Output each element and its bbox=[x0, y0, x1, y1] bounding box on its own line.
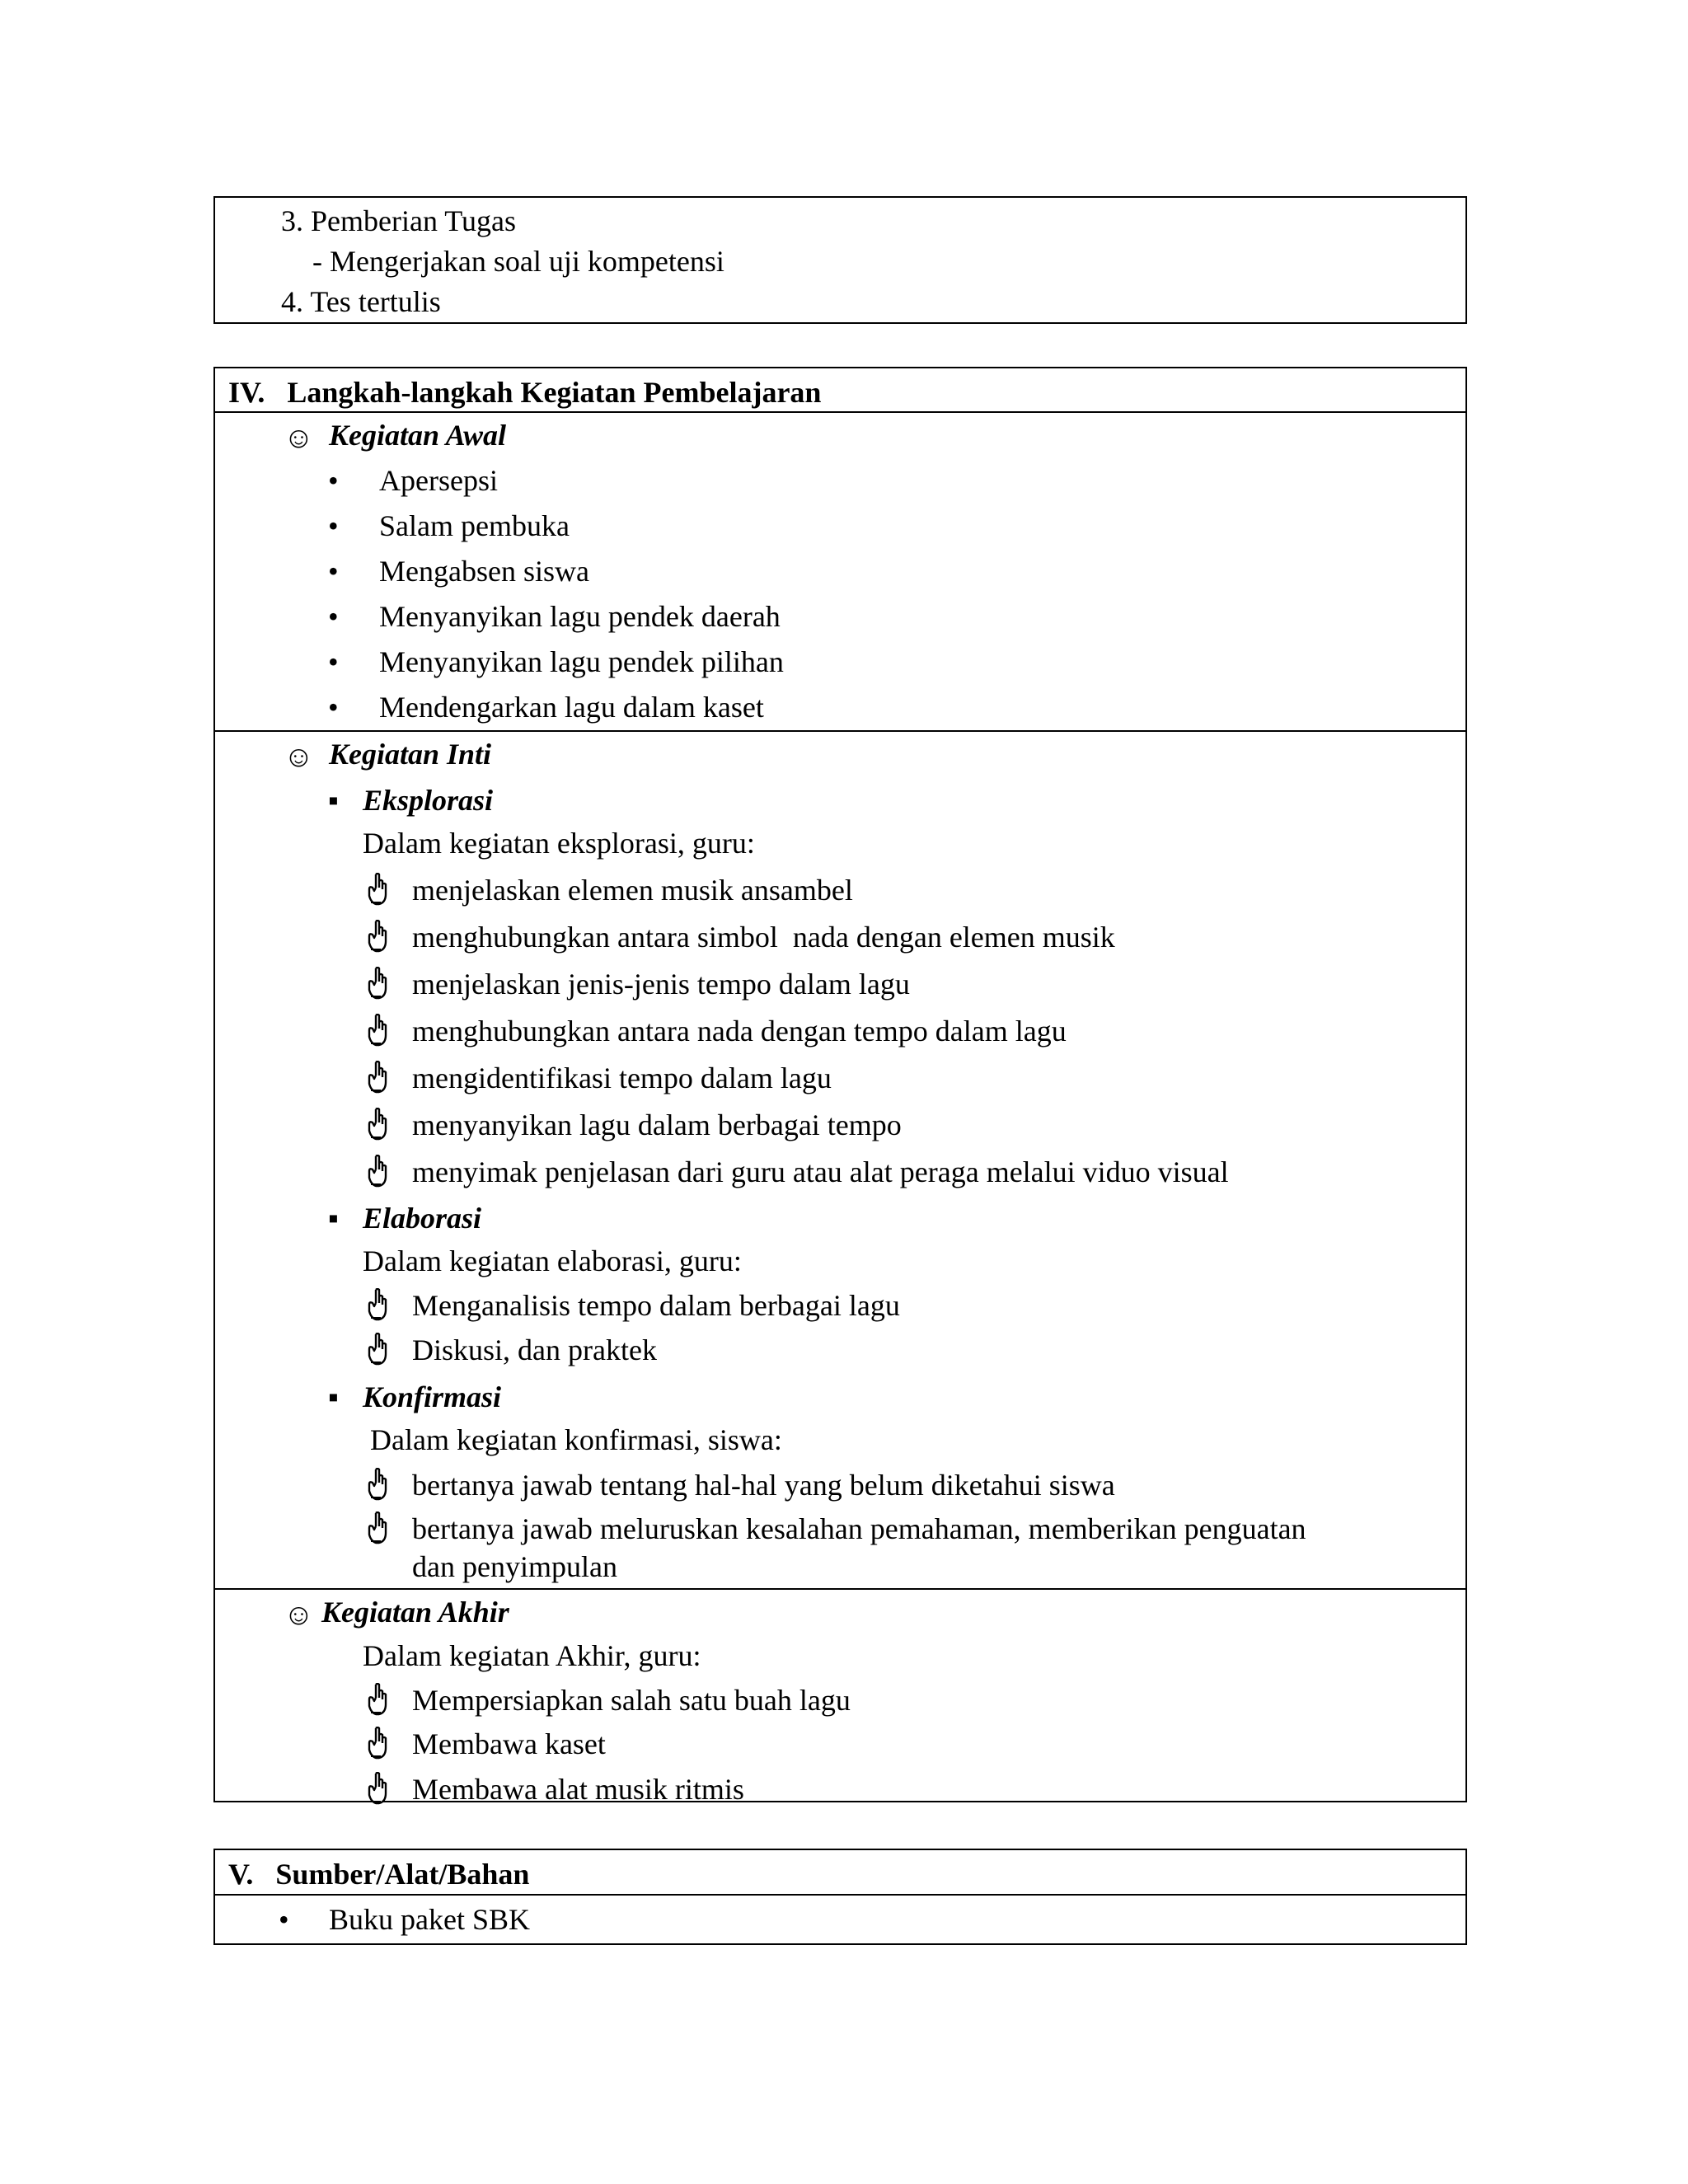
awal-item: Mendengarkan lagu dalam kaset bbox=[379, 691, 764, 724]
konfirmasi-item: bertanya jawab meluruskan kesalahan pemahaman, memberikan penguatan bbox=[412, 1512, 1306, 1545]
akhir-item: Mempersiapkan salah satu buah lagu bbox=[412, 1684, 851, 1717]
assessment-box bbox=[213, 196, 1467, 324]
smiley-icon: ☺ bbox=[284, 1598, 314, 1631]
pointing-hand-icon bbox=[366, 1288, 389, 1321]
pointing-hand-icon bbox=[366, 1155, 389, 1188]
pointing-hand-icon bbox=[366, 1468, 389, 1501]
akhir-item: Membawa alat musik ritmis bbox=[412, 1773, 744, 1806]
elaborasi-title: Elaborasi bbox=[363, 1202, 482, 1235]
square-bullet-icon: ▪ bbox=[328, 784, 339, 817]
awal-item: Mengabsen siswa bbox=[379, 555, 589, 588]
learning-steps-box bbox=[213, 367, 1467, 1806]
inti-divider bbox=[215, 1588, 1465, 1590]
bullet-icon: • bbox=[328, 645, 339, 678]
kegiatan-inti-title: Kegiatan Inti bbox=[329, 738, 492, 771]
bullet-icon: • bbox=[279, 1903, 289, 1936]
square-bullet-icon: ▪ bbox=[328, 1380, 339, 1413]
pointing-hand-icon bbox=[366, 920, 389, 953]
resources-box bbox=[213, 1849, 1467, 1945]
eksplorasi-item: menyanyikan lagu dalam berbagai tempo bbox=[412, 1108, 902, 1141]
pointing-hand-icon bbox=[366, 1061, 389, 1094]
square-bullet-icon: ▪ bbox=[328, 1202, 339, 1235]
pointing-hand-icon bbox=[366, 1727, 389, 1760]
eksplorasi-item: mengidentifikasi tempo dalam lagu bbox=[412, 1062, 832, 1094]
awal-item: Menyanyikan lagu pendek daerah bbox=[379, 600, 781, 633]
section-5-heading: V. Sumber/Alat/Bahan bbox=[228, 1858, 530, 1891]
pointing-hand-icon bbox=[366, 1772, 389, 1805]
kegiatan-awal-title: Kegiatan Awal bbox=[329, 419, 507, 452]
eksplorasi-item: menyimak penjelasan dari guru atau alat peraga melalui viduo visual bbox=[412, 1155, 1229, 1188]
eksplorasi-title: Eksplorasi bbox=[363, 784, 494, 817]
konfirmasi-intro: Dalam kegiatan konfirmasi, siswa: bbox=[370, 1423, 782, 1456]
pointing-hand-icon bbox=[366, 1108, 389, 1141]
smiley-icon: ☺ bbox=[284, 740, 314, 773]
pointing-hand-icon bbox=[366, 1683, 389, 1716]
eksplorasi-item: menjelaskan jenis-jenis tempo dalam lagu bbox=[412, 968, 910, 1001]
akhir-intro: Dalam kegiatan Akhir, guru: bbox=[363, 1639, 701, 1672]
konfirmasi-item: bertanya jawab tentang hal-hal yang belum diketahui siswa bbox=[412, 1469, 1115, 1502]
awal-divider bbox=[215, 730, 1465, 732]
pointing-hand-icon bbox=[366, 1014, 389, 1047]
bullet-icon: • bbox=[328, 691, 339, 724]
akhir-item: Membawa kaset bbox=[412, 1727, 606, 1760]
kegiatan-akhir-title: Kegiatan Akhir bbox=[321, 1596, 509, 1629]
pointing-hand-icon bbox=[366, 1511, 389, 1544]
item-4-tes-tertulis: 4. Tes tertulis bbox=[281, 285, 441, 318]
awal-item: Salam pembuka bbox=[379, 509, 570, 542]
heading-divider bbox=[215, 1894, 1465, 1896]
pointing-hand-icon bbox=[366, 1333, 389, 1366]
konfirmasi-title: Konfirmasi bbox=[363, 1380, 502, 1413]
pointing-hand-icon bbox=[366, 967, 389, 1000]
bullet-icon: • bbox=[328, 600, 339, 633]
elaborasi-item: Menganalisis tempo dalam berbagai lagu bbox=[412, 1289, 900, 1322]
konfirmasi-item-continuation: dan penyimpulan bbox=[412, 1550, 617, 1583]
pointing-hand-icon bbox=[366, 873, 389, 906]
awal-item: Apersepsi bbox=[379, 464, 498, 497]
eksplorasi-item: menghubungkan antara nada dengan tempo dalam lagu bbox=[412, 1015, 1067, 1047]
elaborasi-intro: Dalam kegiatan elaborasi, guru: bbox=[363, 1244, 742, 1277]
eksplorasi-item: menghubungkan antara simbol nada dengan elemen musik bbox=[412, 921, 1115, 954]
section-4-heading: IV. Langkah-langkah Kegiatan Pembelajaran bbox=[228, 376, 822, 409]
resource-item: Buku paket SBK bbox=[329, 1903, 531, 1936]
bullet-icon: • bbox=[328, 464, 339, 497]
item-3-subitem: - Mengerjakan soal uji kompetensi bbox=[312, 245, 724, 278]
bullet-icon: • bbox=[328, 555, 339, 588]
item-3-pemberian-tugas: 3. Pemberian Tugas bbox=[281, 204, 517, 237]
eksplorasi-item: menjelaskan elemen musik ansambel bbox=[412, 874, 853, 907]
eksplorasi-intro: Dalam kegiatan eksplorasi, guru: bbox=[363, 827, 755, 860]
awal-item: Menyanyikan lagu pendek pilihan bbox=[379, 645, 784, 678]
elaborasi-item: Diskusi, dan praktek bbox=[412, 1333, 657, 1366]
smiley-icon: ☺ bbox=[284, 421, 314, 454]
bullet-icon: • bbox=[328, 509, 339, 542]
heading-divider bbox=[215, 411, 1465, 413]
